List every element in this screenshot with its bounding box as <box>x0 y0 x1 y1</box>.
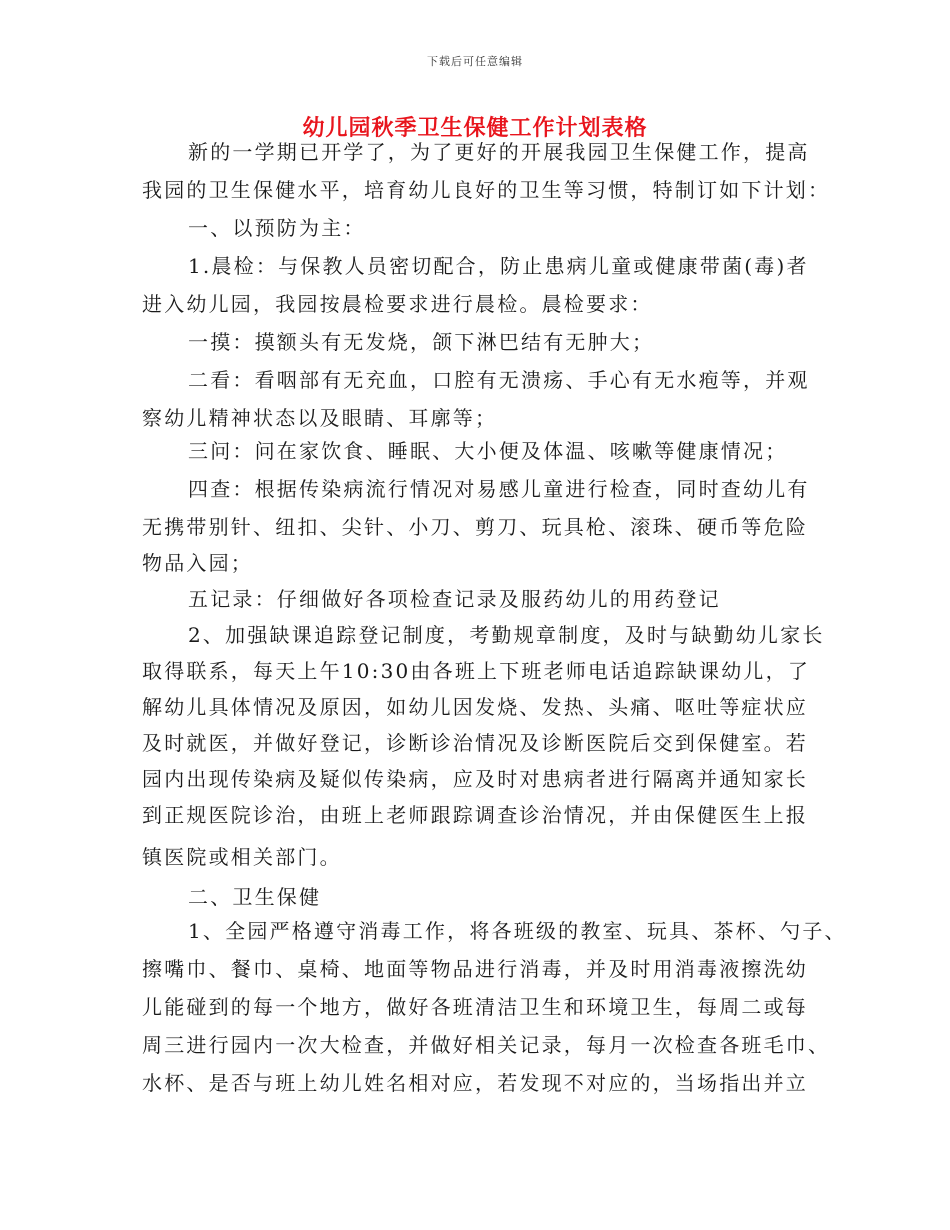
paragraph-line: 一摸：摸额头有无发烧，颌下淋巴结有无肿大； <box>188 330 655 354</box>
paragraph-line: 到正规医院诊治，由班上老师跟踪调查诊治情况，并由保健医生上报 <box>142 803 808 827</box>
paragraph-line: 取得联系，每天上午10:30由各班上下班老师电话追踪缺课幼儿，了 <box>142 659 811 683</box>
paragraph-line: 擦嘴巾、餐巾、桌椅、地面等物品进行消毒，并及时用消毒液擦洗幼 <box>142 957 808 981</box>
paragraph-line: 四查：根据传染病流行情况对易感儿童进行检查，同时查幼儿有 <box>188 477 810 501</box>
paragraph-line: 新的一学期已开学了，为了更好的开展我园卫生保健工作，提高 <box>188 140 810 164</box>
paragraph-line: 1、全园严格遵守消毒工作，将各班级的教室、玩具、茶杯、勺子、 <box>188 919 847 943</box>
paragraph-line: 五记录：仔细做好各项检查记录及服药幼儿的用药登记 <box>188 587 721 611</box>
paragraph-line: 儿能碰到的每一个地方，做好各班清洁卫生和环境卫生，每周二或每 <box>142 995 808 1019</box>
paragraph-line: 解幼儿具体情况及原因，如幼儿因发烧、发热、头痛、呕吐等症状应 <box>142 695 808 719</box>
paragraph-line: 无携带别针、纽扣、尖针、小刀、剪刀、玩具枪、滚珠、硬币等危险 <box>142 515 808 539</box>
paragraph-line: 二看：看咽部有无充血，口腔有无溃疡、手心有无水疱等，并观 <box>188 368 810 392</box>
paragraph-line: 三问：问在家饮食、睡眠、大小便及体温、咳嗽等健康情况； <box>188 439 788 463</box>
paragraph-line: 2、加强缺课追踪登记制度，考勤规章制度，及时与缺勤幼儿家长 <box>188 623 825 647</box>
paragraph-line: 园内出现传染病及疑似传染病，应及时对患病者进行隔离并通知家长 <box>142 767 808 791</box>
paragraph-line: 物品入园； <box>142 551 253 575</box>
section-heading: 二、卫生保健 <box>188 885 322 909</box>
paragraph-line: 水杯、是否与班上幼儿姓名相对应，若发现不对应的，当场指出并立 <box>142 1071 808 1095</box>
paragraph-line: 察幼儿精神状态以及眼睛、耳廓等； <box>142 406 498 430</box>
header-note: 下载后可任意编辑 <box>427 55 523 68</box>
section-heading: 一、以预防为主： <box>188 216 366 240</box>
paragraph-line: 1.晨检：与保教人员密切配合，防止患病儿童或健康带菌(毒)者 <box>188 254 809 278</box>
paragraph-line: 镇医院或相关部门。 <box>142 845 342 869</box>
paragraph-line: 周三进行园内一次大检查，并做好相关记录，每月一次检查各班毛巾、 <box>142 1033 831 1057</box>
paragraph-line: 及时就医，并做好登记，诊断诊治情况及诊断医院后交到保健室。若 <box>142 731 808 755</box>
paragraph-line: 进入幼儿园，我园按晨检要求进行晨检。晨检要求： <box>142 292 653 316</box>
document-title: 幼儿园秋季卫生保健工作计划表格 <box>302 116 648 141</box>
paragraph-line: 我园的卫生保健水平，培育幼儿良好的卫生等习惯，特制订如下计划： <box>142 178 831 202</box>
